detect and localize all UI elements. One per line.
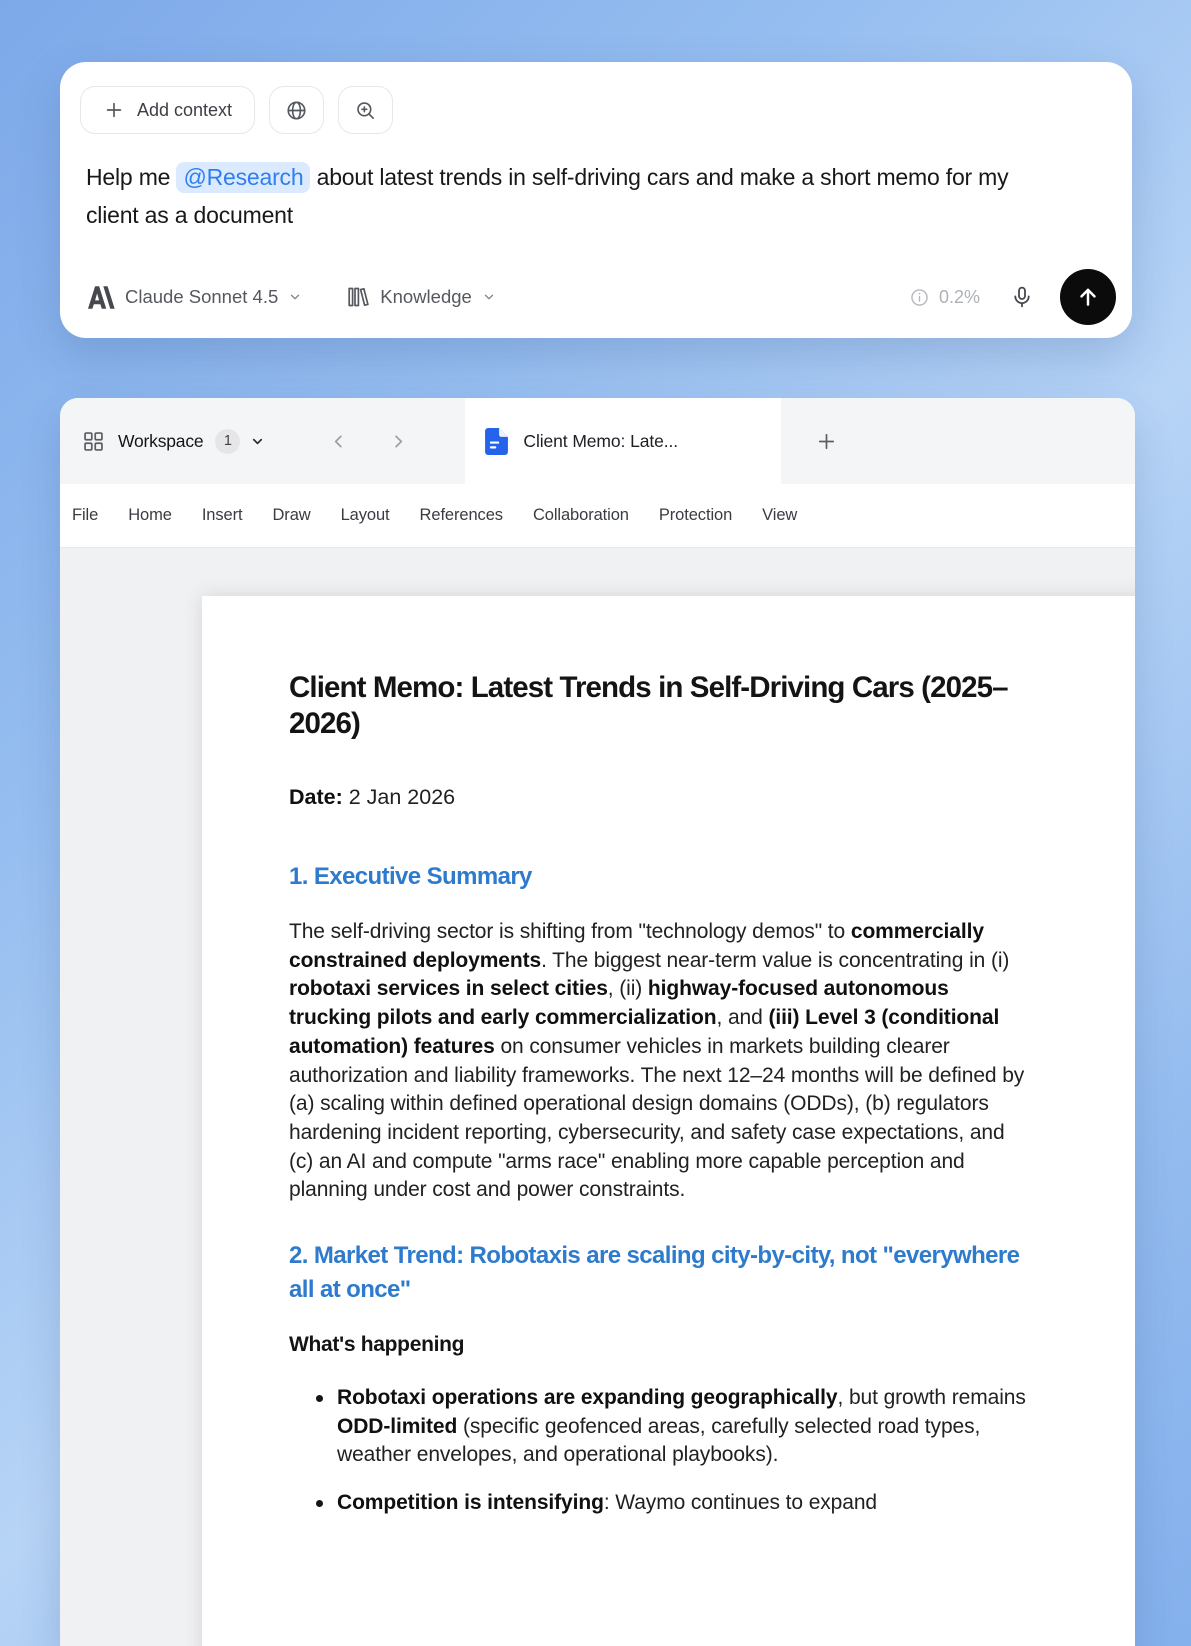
add-context-button[interactable] xyxy=(80,86,255,134)
document-date xyxy=(289,785,1067,810)
zoom-in-icon xyxy=(354,99,377,122)
document-title: Client Memo: Latest Trends in Self-Driving Cars (2025–2026) xyxy=(289,671,1008,740)
composer-chip-row xyxy=(80,86,1112,134)
prompt-text-post: about latest trends in self-driving cars and make a short memo for my client as a document xyxy=(86,164,1009,228)
section-1-heading: 1. Executive Summary xyxy=(289,863,532,890)
menu-item-draw[interactable]: Draw xyxy=(272,506,311,524)
document-content xyxy=(202,596,1135,1518)
menu-item-view[interactable]: View xyxy=(762,506,798,524)
send-button[interactable] xyxy=(1060,269,1116,325)
plus-icon xyxy=(103,99,125,121)
section-2-heading: 2. Market Trend: Robotaxis are scaling city-by-city, not "everywhere all at once" xyxy=(289,1242,1020,1304)
editor-canvas xyxy=(60,548,1135,1646)
bullet-item: Competition is intensifying: Waymo continues to expand xyxy=(289,1489,1031,1518)
model-selector[interactable] xyxy=(88,286,302,309)
arrow-up-icon xyxy=(1075,284,1101,310)
prompt-input[interactable] xyxy=(86,158,1066,234)
document-page[interactable] xyxy=(202,596,1135,1646)
forward-button[interactable] xyxy=(387,430,410,453)
menu-item-protection[interactable]: Protection xyxy=(658,506,733,524)
chevron-down-icon xyxy=(482,290,496,304)
section-2-bullet-list xyxy=(289,1384,1031,1518)
tab-title: Client Memo: Late... xyxy=(523,430,679,451)
menu-item-file[interactable]: File xyxy=(72,506,99,524)
anthropic-logo-icon xyxy=(88,286,115,309)
section-1-paragraph: The self-driving sector is shifting from "technology demos" to commercially constrained deployments. The biggest near-term value is concentrating in (i) robotaxi services in select cities, (ii) highway-focused autonomous trucking pilots and early commercialization, and (iii) Level 3 (conditional automation) features on consumer vehicles in markets building clearer authorization and liability frameworks. The next 12–24 months will be defined by (a) scaling within defined operational design domains (ODDs), (b) regulators hardening incident reporting, cybersecurity, and safety case expectations, and (c) an AI and compute "arms race" enabling more capable perception and planning under cost and power constraints. xyxy=(289,920,1025,1202)
bullet-item: Robotaxi operations are expanding geographically, but growth remains ODD-limited (specific geofenced areas, carefully selected road types, weather envelopes, and operational playbooks). xyxy=(289,1384,1031,1470)
composer-footer xyxy=(60,268,1132,326)
date-value: 2 Jan 2026 xyxy=(342,785,456,809)
workspace-count-badge: 1 xyxy=(215,429,240,454)
chevron-down-icon xyxy=(250,434,265,449)
microphone-icon xyxy=(1010,285,1034,309)
grid-icon xyxy=(82,430,105,453)
chevron-left-icon xyxy=(329,432,348,451)
context-usage-indicator xyxy=(909,287,980,308)
menu-item-references[interactable]: References xyxy=(419,506,503,524)
chevron-right-icon xyxy=(389,432,408,451)
knowledge-books-icon xyxy=(346,285,370,309)
menu-item-collaboration[interactable]: Collaboration xyxy=(532,506,629,524)
workspace-label: Workspace xyxy=(118,430,204,451)
tab-nav-buttons xyxy=(327,430,410,453)
menu-item-layout[interactable]: Layout xyxy=(340,506,390,524)
composer-footer-right xyxy=(909,269,1116,325)
research-mention-chip[interactable]: @Research xyxy=(176,162,310,193)
knowledge-selector[interactable] xyxy=(346,285,496,309)
add-context-label: Add context xyxy=(137,99,233,120)
context-usage-value: 0.2% xyxy=(938,286,980,307)
back-button[interactable] xyxy=(327,430,350,453)
tab-client-memo[interactable] xyxy=(465,398,781,484)
zoom-search-button[interactable] xyxy=(338,86,393,134)
web-search-button[interactable] xyxy=(269,86,324,134)
dictation-button[interactable] xyxy=(1010,285,1034,309)
knowledge-label: Knowledge xyxy=(380,286,472,307)
info-icon[interactable] xyxy=(909,287,930,308)
new-tab-button[interactable] xyxy=(815,430,838,453)
globe-icon xyxy=(285,99,308,122)
date-label: Date: xyxy=(289,785,343,809)
prompt-text-pre: Help me xyxy=(86,164,177,190)
document-file-icon xyxy=(485,428,508,455)
chevron-down-icon xyxy=(288,290,302,304)
section-2-subheading: What's happening xyxy=(289,1333,465,1357)
menu-item-insert[interactable]: Insert xyxy=(201,506,243,524)
menu-bar xyxy=(60,484,1135,548)
prompt-composer xyxy=(60,62,1132,338)
new-tab-plus-icon xyxy=(815,430,838,453)
menu-item-home[interactable]: Home xyxy=(128,506,172,524)
workspace-switcher[interactable] xyxy=(82,429,265,454)
model-label: Claude Sonnet 4.5 xyxy=(125,286,279,307)
tab-strip xyxy=(60,398,1135,484)
editor-window xyxy=(60,398,1135,1646)
